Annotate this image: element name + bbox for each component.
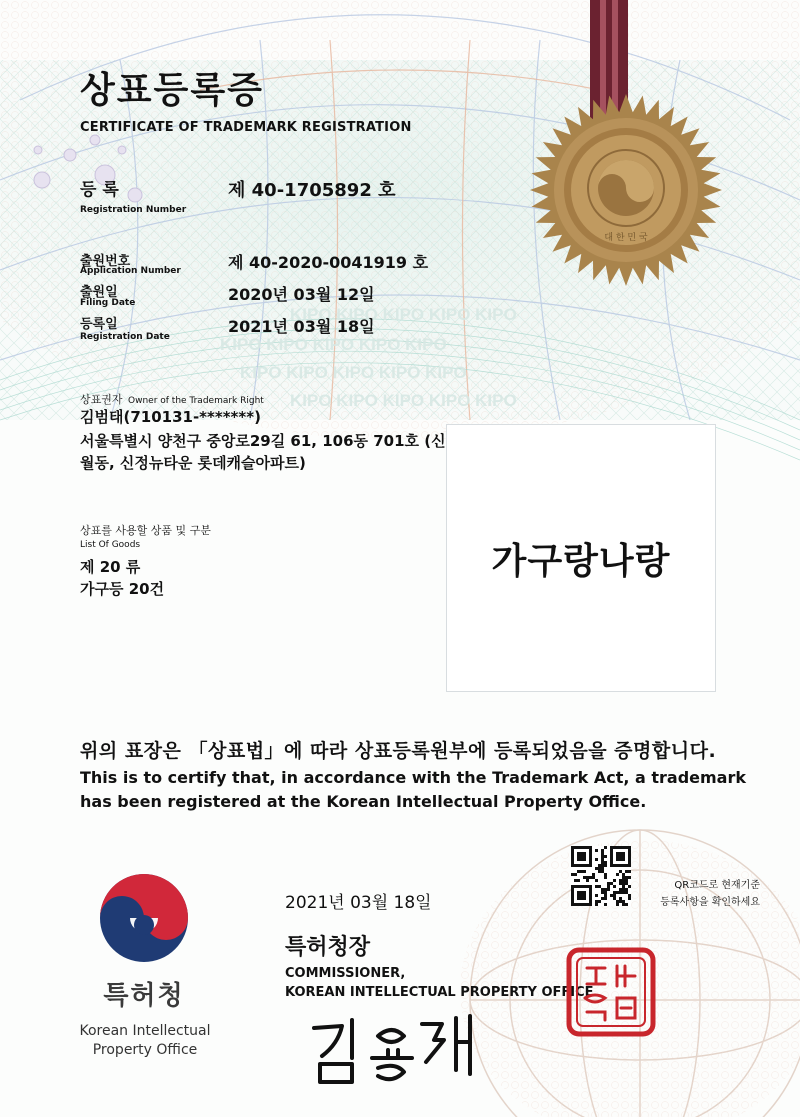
svg-text:KIPO KIPO KIPO KIPO KIPO: KIPO KIPO KIPO KIPO KIPO (240, 363, 467, 382)
owner-name: 김범태(710131-*******) (80, 408, 261, 426)
kipo-logo-en-line2: Property Office (92, 1042, 198, 1058)
qr-caption-line1: QR코드로 현재기준 (674, 880, 760, 891)
trademark-text: 가구랑나랑 (491, 540, 671, 582)
trademark-box (446, 424, 716, 692)
registration-number: 제 40-1705892 호 (228, 180, 396, 201)
owner-address-line1: 서울특별시 양천구 중앙로29길 61, 106동 701호 (신 (80, 432, 446, 450)
registration-label-en: Registration Number (80, 205, 187, 215)
kipo-logo-kr: 특허청 (103, 981, 185, 1011)
commissioner-kr: 특허청장 (285, 935, 371, 960)
red-seal (565, 946, 657, 1038)
owner-label-en: Owner of the Trademark Right (128, 396, 264, 406)
kipo-logo-en (60, 1022, 230, 1060)
gold-seal (526, 90, 726, 290)
goods-items: 가구등 20건 (80, 580, 165, 598)
signature (300, 1010, 500, 1090)
goods-label: 상표를 사용할 상품 및 구분 (80, 524, 211, 537)
owner-label (80, 391, 264, 407)
application-label: 출원번호 (80, 254, 131, 269)
registration-date: 2021년 03월 18일 (228, 317, 375, 336)
qr-caption-line2: 등록사항을 확인하세요 (660, 897, 760, 908)
svg-text:대 한 민 국: 대 한 민 국 (604, 233, 648, 243)
filing-label-en: Filing Date (80, 298, 136, 308)
certification-en-line2: has been registered at the Korean Intellectual Property Office. (80, 792, 647, 811)
owner-label-kr: 상표권자 (80, 393, 123, 406)
commissioner-en-line1: COMMISSIONER, (285, 966, 406, 981)
document-subtitle: CERTIFICATE OF TRADEMARK REGISTRATION (80, 120, 412, 135)
filing-date: 2020년 03월 12일 (228, 285, 375, 304)
reg-date-label-en: Registration Date (80, 332, 170, 342)
svg-text:KIPO KIPO KIPO KIPO KIPO: KIPO KIPO KIPO KIPO KIPO (290, 391, 517, 410)
application-label-en: Application Number (80, 266, 181, 276)
goods-class: 제 20 류 (80, 558, 141, 576)
certification-kr: 위의 표장은 「상표법」에 따라 상표등록원부에 등록되었음을 증명합니다. (80, 740, 717, 762)
qr-caption (644, 876, 760, 908)
svg-text:KIPO KIPO KIPO KIPO KIPO: KIPO KIPO KIPO KIPO KIPO (290, 305, 517, 324)
application-number: 제 40-2020-0041919 호 (228, 253, 429, 272)
document-title: 상표등록증 (80, 70, 264, 111)
goods-label-en: List Of Goods (80, 540, 141, 550)
owner-address-line2: 월동, 신정뉴타운 롯데캐슬아파트) (80, 454, 306, 472)
certification-en-line1: This is to certify that, in accordance with the Trademark Act, a trademark (80, 768, 746, 787)
kipo-logo-en-line1: Korean Intellectual (79, 1023, 211, 1039)
commissioner-en-line2: KOREAN INTELLECTUAL PROPERTY OFFICE (285, 985, 594, 1000)
svg-text:KIPO KIPO KIPO KIPO KIPO: KIPO KIPO KIPO KIPO KIPO (220, 335, 447, 354)
qr-code[interactable] (571, 846, 631, 906)
issue-date: 2021년 03월 18일 (285, 893, 432, 913)
registration-label: 등 록 (80, 180, 119, 200)
kipo-logo-icon (96, 870, 192, 966)
filing-label: 출원일 (80, 285, 118, 300)
reg-date-label: 등록일 (80, 317, 118, 332)
